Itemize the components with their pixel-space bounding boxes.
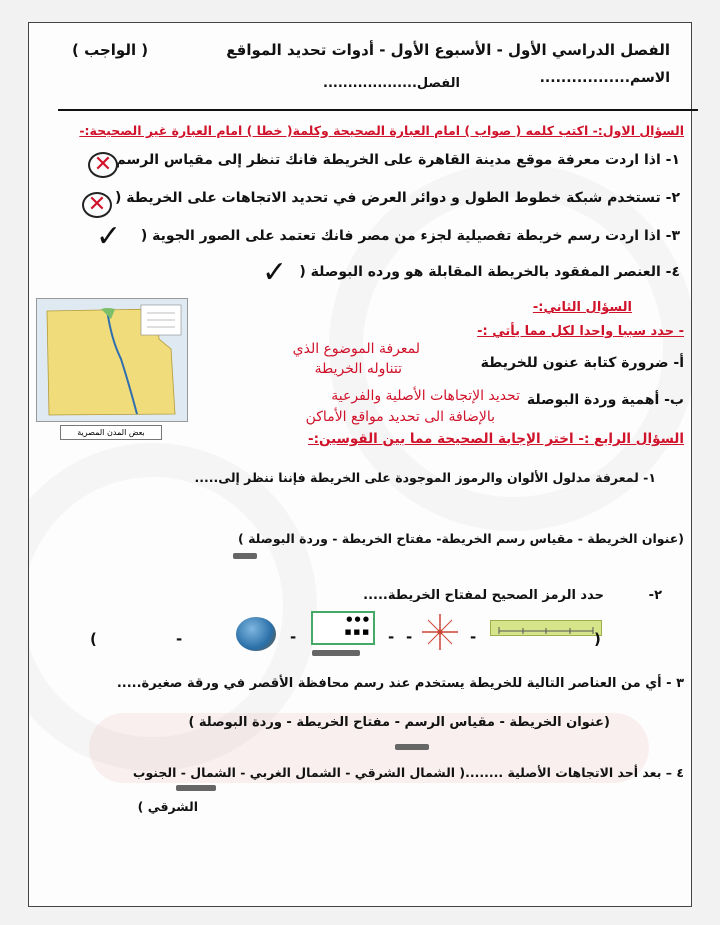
q1-item-4: ٤- العنصر المفقود بالخريطة المقابلة هو ورده البوصلة (	[299, 264, 680, 280]
answer-highlight-bar	[233, 553, 257, 559]
q2-answer-a-line1: لمعرفة الموضوع الذي	[292, 341, 420, 357]
egypt-map-image	[36, 298, 188, 422]
option-separator: -	[176, 630, 183, 648]
name-field: الاسم.................	[539, 70, 670, 86]
option-separator: -	[290, 628, 297, 646]
compass-rose-icon	[420, 612, 460, 652]
paren-open: (	[594, 630, 601, 648]
option-separator: -	[388, 628, 395, 646]
map-caption: بعض المدن المصرية	[60, 425, 162, 440]
answer-highlight-bar	[395, 744, 429, 750]
q4-item-2-number: ٢-	[648, 588, 662, 603]
class-field: الفصل...................	[323, 76, 460, 91]
check-mark-icon: ✓	[262, 255, 288, 290]
paren-close: )	[90, 630, 97, 648]
option-separator: -	[406, 628, 413, 646]
q4-item-2: حدد الرمز الصحيح لمفتاح الخريطة.....	[363, 588, 604, 603]
q4-item-1: ١- لمعرفة مدلول الألوان والرموز الموجودة على الخريطة فإننا ننظر إلى.....	[194, 470, 656, 485]
q2-item-b: ب- أهمية وردة البوصلة	[526, 392, 684, 408]
q2-answer-b-line2: بالإضافة الى تحديد مواقع الأماكن	[305, 409, 495, 425]
q2-title: السؤال الثاني:-	[532, 300, 632, 315]
globe-icon	[236, 617, 276, 651]
homework-label: ( الواجب )	[72, 41, 149, 59]
q2-instruction: - حدد سببا واحدا لكل مما يأتي :-	[477, 324, 684, 339]
wrong-mark-icon: ✕	[88, 152, 118, 178]
scale-bar-icon	[490, 620, 602, 636]
q2-answer-a-line2: تتناوله الخريطة	[314, 361, 402, 377]
q4-title: السؤال الرابع :- اختر الإجابة الصحيحة مما بين القوسين:-	[307, 431, 684, 447]
q2-item-a: أ- ضرورة كتابة عنون للخريطة	[480, 355, 684, 371]
q4-item-4: ٤ – بعد أحد الاتجاهات الأصلية ........( الشمال الشرقي - الشمال الغربي - الشمال - الجنوب	[132, 765, 684, 780]
q4-item-3: ٣ - أي من العناصر التالية للخريطة يستخدم عند رسم محافظة الأقصر في ورقة صغيرة.....	[116, 676, 684, 691]
answer-highlight-bar	[176, 785, 216, 791]
answer-highlight-bar	[312, 650, 360, 656]
wrong-mark-icon: ✕	[82, 192, 112, 218]
q1-item-1: ١- اذا اردت معرفة موقع مدينة القاهرة على الخريطة فانك تنظر إلى مقياس الرسم	[115, 152, 680, 168]
q1-item-3: ٣- اذا اردت رسم خريطة تفصيلية لجزء من مصر فانك تعتمد على الصور الجوية (	[140, 228, 680, 244]
q4-item-1-options: (عنوان الخريطة - مقياس رسم الخريطة- مفتاح الخريطة - وردة البوصلة )	[238, 531, 684, 546]
check-mark-icon: ✓	[96, 219, 122, 254]
q4-item-3-options: (عنوان الخريطة - مقياس الرسم - مفتاح الخريطة - وردة البوصلة )	[188, 715, 610, 730]
q1-title: السؤال الاول:- اكتب كلمه ( صواب ) امام العبارة الصحيحة وكلمة( خطا ) امام العبارة غير الصحيحة:-	[79, 123, 684, 138]
option-separator: -	[470, 628, 477, 646]
q2-answer-b-line1: تحديد الإتجاهات الأصلية والفرعية	[331, 388, 520, 404]
header-divider	[58, 109, 698, 111]
q1-item-2: ٢- تستخدم شبكة خطوط الطول و دوائر العرض في تحديد الاتجاهات على الخريطة (	[114, 190, 680, 206]
map-key-symbol-icon: ● ● ● ■ ■ ■	[311, 611, 375, 645]
header-title: الفصل الدراسي الأول - الأسبوع الأول - أدوات تحديد المواقع	[226, 41, 670, 59]
q4-item-4-continued: الشرقي )	[137, 799, 198, 814]
